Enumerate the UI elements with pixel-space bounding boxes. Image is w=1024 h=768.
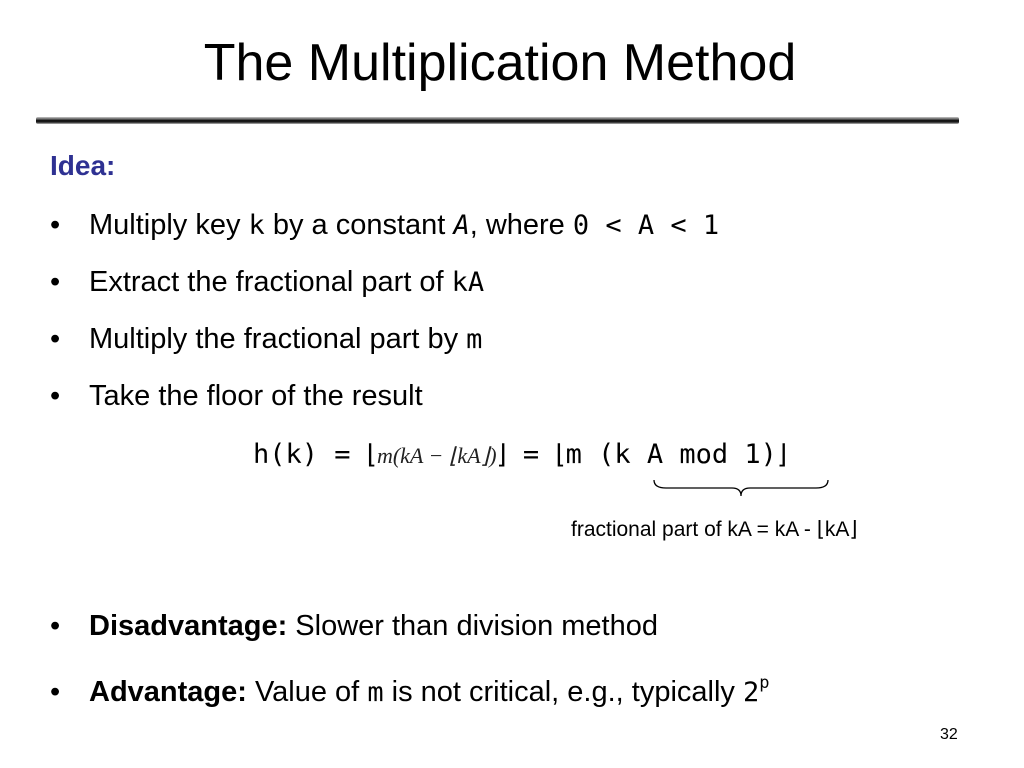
- bullet-dot: •: [50, 323, 61, 355]
- fractional-part-note: fractional part of kA = kA - ⌊kA⌋: [571, 518, 858, 541]
- formula-image-expression: m(kA − ⌊kA⌋): [376, 443, 497, 468]
- hash-formula: h(k) = ⌊m(kA − ⌊kA⌋)⌋ = ⌊m (k A mod 1)⌋: [253, 439, 788, 470]
- bullet-4: • Take the floor of the result: [50, 380, 423, 412]
- bullet-advantage: • Advantage: Value of m is not critical, e.g., typically 2$^p$: [50, 673, 770, 708]
- bullet-dot: •: [50, 610, 61, 642]
- bullet-3: • Multiply the fractional part by m: [50, 323, 483, 355]
- page-number: 32: [940, 726, 958, 743]
- bullet-dot: •: [50, 266, 61, 298]
- title-underline-rule: [36, 117, 959, 124]
- underbrace: [652, 478, 830, 498]
- bullet-2: • Extract the fractional part of kA: [50, 266, 485, 298]
- bullet-disadvantage: • Disadvantage: Slower than division method: [50, 610, 658, 642]
- bullet-dot: •: [50, 676, 61, 708]
- bullet-dot: •: [50, 380, 61, 412]
- idea-heading: Idea:: [50, 150, 116, 181]
- bullet-dot: •: [50, 209, 61, 241]
- bullet-1: • Multiply key k by a constant A, where 0 < A < 1: [50, 209, 720, 241]
- slide-title: The Multiplication Method: [203, 34, 797, 92]
